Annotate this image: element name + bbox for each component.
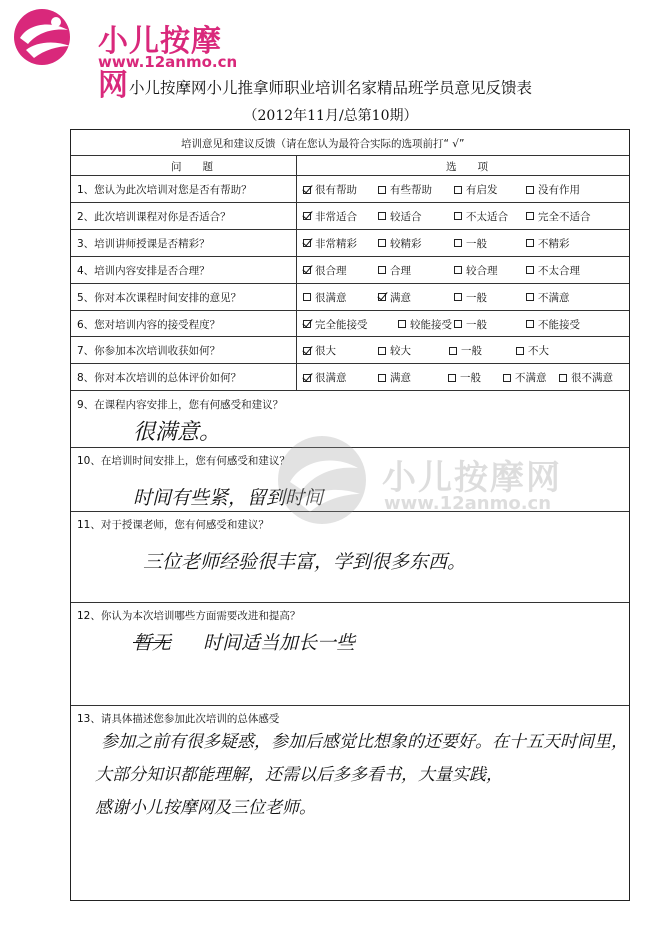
option-label: 没有作用 xyxy=(538,184,580,196)
question-3-option[interactable] xyxy=(378,236,422,251)
option-label: 较能接受 xyxy=(410,318,452,331)
option-label: 很不满意 xyxy=(571,372,613,385)
option-label: 不大 xyxy=(528,345,549,358)
question-2-option[interactable] xyxy=(303,209,357,224)
handwritten-answer: 时间有些紧，留到时间 xyxy=(133,487,324,509)
watermark-emblem-icon xyxy=(272,430,372,530)
checkbox-icon[interactable] xyxy=(526,186,534,194)
logo-emblem-icon xyxy=(6,6,88,68)
question-1-option[interactable] xyxy=(454,182,498,197)
question-13-label: 13、请具体描述您参加此次培训的总体感受 xyxy=(77,713,280,725)
question-8-option[interactable] xyxy=(503,370,547,385)
option-label: 一般 xyxy=(466,237,487,250)
checkbox-icon[interactable] xyxy=(526,239,534,247)
checkbox-icon[interactable] xyxy=(398,320,406,328)
question-1-option[interactable] xyxy=(378,182,432,197)
checkbox-icon[interactable] xyxy=(378,186,386,194)
checkbox-icon[interactable] xyxy=(449,347,457,355)
option-label: 一般 xyxy=(466,318,487,331)
page-subtitle: （2012年11月/总第10期） xyxy=(243,108,418,124)
option-label: 满意 xyxy=(390,372,411,385)
option-label: 很大 xyxy=(315,345,336,358)
option-label: 不太适合 xyxy=(466,210,508,223)
question-1-option[interactable] xyxy=(526,182,580,197)
question-7-option[interactable] xyxy=(378,343,411,358)
question-5-label: 5、你对本次课程时间安排的意见？ xyxy=(77,291,242,304)
option-label: 满意 xyxy=(390,291,411,304)
question-6-option[interactable] xyxy=(526,317,580,332)
column-question-header: 问 题 xyxy=(171,161,213,173)
question-10-label: 10、在培训时间安排上，您有何感受和建议？ xyxy=(77,455,290,467)
checkbox-icon[interactable] xyxy=(516,347,524,355)
checkbox-icon[interactable] xyxy=(454,320,462,328)
checkbox-icon[interactable] xyxy=(526,320,534,328)
option-label: 不满意 xyxy=(538,291,570,304)
option-label: 完全能接受 xyxy=(315,318,368,331)
checked-box-icon[interactable] xyxy=(303,374,311,382)
question-8-label: 8、你对本次培训的总体评价如何？ xyxy=(77,372,242,385)
option-label: 不能接受 xyxy=(538,318,580,331)
question-4-label: 4、培训内容安排是否合理？ xyxy=(77,264,210,277)
checked-box-icon[interactable] xyxy=(303,186,311,194)
option-label: 较精彩 xyxy=(390,237,422,250)
handwritten-answer: 大部分知识都能理解，还需以后多多看书，大量实践， xyxy=(95,765,503,785)
question-3-label: 3、培训讲师授课是否精彩？ xyxy=(77,237,210,250)
question-6-option[interactable] xyxy=(398,317,452,332)
checkbox-icon[interactable] xyxy=(378,212,386,220)
option-label: 有些帮助 xyxy=(390,184,432,196)
checkbox-icon[interactable] xyxy=(454,266,462,274)
form-banner: 培训意见和建议反馈（请在您认为最符合实际的选项前打“ √” xyxy=(181,138,465,150)
question-5-option[interactable] xyxy=(454,290,487,305)
handwritten-answer: 三位老师经验很丰富，学到很多东西。 xyxy=(143,551,467,573)
checkbox-icon[interactable] xyxy=(378,374,386,382)
question-7-option[interactable] xyxy=(449,343,482,358)
question-11-label: 11、对于授课老师，您有何感受和建议？ xyxy=(77,519,269,531)
checkbox-icon[interactable] xyxy=(526,293,534,301)
watermark-name: 小儿按摩网 xyxy=(382,458,562,498)
option-label: 一般 xyxy=(461,345,482,358)
handwritten-answer: 很满意。 xyxy=(133,420,222,445)
option-label: 很合理 xyxy=(315,264,347,277)
question-8-option[interactable] xyxy=(378,370,411,385)
watermark-url: www.12anmo.cn xyxy=(384,493,552,514)
question-3-option[interactable] xyxy=(303,236,357,251)
question-1-label: 1、您认为此次培训对您是否有帮助？ xyxy=(77,184,252,196)
handwritten-answer: 感谢小儿按摩网及三位老师。 xyxy=(95,798,316,818)
checked-box-icon[interactable] xyxy=(303,239,311,247)
option-label: 非常适合 xyxy=(315,210,357,223)
question-3-option[interactable] xyxy=(526,236,570,251)
question-6-option[interactable] xyxy=(454,317,487,332)
option-label: 不满意 xyxy=(515,372,547,385)
question-7-option[interactable] xyxy=(516,343,549,358)
checkbox-icon[interactable] xyxy=(503,374,511,382)
question-4-option[interactable] xyxy=(454,263,498,278)
option-label: 很有帮助 xyxy=(315,184,357,196)
checked-box-icon[interactable] xyxy=(303,347,311,355)
option-label: 合理 xyxy=(390,264,411,277)
checkbox-icon[interactable] xyxy=(454,293,462,301)
question-6-label: 6、您对培训内容的接受程度？ xyxy=(77,318,221,331)
question-4-option[interactable] xyxy=(378,263,411,278)
option-label: 较合理 xyxy=(466,264,498,277)
question-7-option[interactable] xyxy=(303,343,336,358)
option-label: 非常精彩 xyxy=(315,237,357,250)
handwritten-answer: 时间适当加长一些 xyxy=(203,632,356,654)
checkbox-icon[interactable] xyxy=(559,374,567,382)
checkbox-icon[interactable] xyxy=(448,374,456,382)
option-label: 不精彩 xyxy=(538,237,570,250)
question-3-option[interactable] xyxy=(454,236,487,251)
option-label: 很满意 xyxy=(315,372,347,385)
checkbox-icon[interactable] xyxy=(454,239,462,247)
site-logo xyxy=(6,6,246,103)
checkbox-icon[interactable] xyxy=(454,186,462,194)
logo-name: 小儿按摩网 xyxy=(98,24,222,103)
question-5-option[interactable] xyxy=(378,290,411,305)
checkbox-icon[interactable] xyxy=(378,239,386,247)
option-label: 一般 xyxy=(466,291,487,304)
question-2-option[interactable] xyxy=(378,209,422,224)
column-options-header: 选 项 xyxy=(446,161,488,173)
option-label: 很满意 xyxy=(315,291,347,304)
checkbox-icon[interactable] xyxy=(303,293,311,301)
checked-box-icon[interactable] xyxy=(303,212,311,220)
option-label: 不太合理 xyxy=(538,264,580,277)
question-6-option[interactable] xyxy=(303,317,368,332)
question-7-label: 7、你参加本次培训收获如何？ xyxy=(77,345,221,358)
question-4-option[interactable] xyxy=(303,263,347,278)
question-8-option[interactable] xyxy=(448,370,481,385)
option-label: 较适合 xyxy=(390,210,422,223)
question-12-label: 12、你认为本次培训哪些方面需要改进和提高？ xyxy=(77,610,301,622)
checkbox-icon[interactable] xyxy=(378,266,386,274)
checkbox-icon[interactable] xyxy=(526,212,534,220)
checked-box-icon[interactable] xyxy=(303,320,311,328)
checkbox-icon[interactable] xyxy=(526,266,534,274)
question-2-label: 2、此次培训课程对你是否适合？ xyxy=(77,210,231,223)
option-label: 有启发 xyxy=(466,184,498,196)
question-2-option[interactable] xyxy=(454,209,508,224)
checkbox-icon[interactable] xyxy=(378,347,386,355)
page-title: 小儿按摩网小儿推拿师职业培训名家精品班学员意见反馈表 xyxy=(128,79,532,97)
checked-box-icon[interactable] xyxy=(303,266,311,274)
option-label: 完全不适合 xyxy=(538,210,591,223)
question-4-option[interactable] xyxy=(526,263,580,278)
struck-answer: 暂无 xyxy=(133,632,172,654)
handwritten-answer: 参加之前有很多疑惑，参加后感觉比想象的还要好。在十五天时间里， xyxy=(101,732,628,752)
option-label: 一般 xyxy=(460,372,481,385)
question-5-option[interactable] xyxy=(303,290,347,305)
question-1-option[interactable] xyxy=(303,182,357,197)
watermark xyxy=(272,430,632,530)
question-2-option[interactable] xyxy=(526,209,591,224)
checkbox-icon[interactable] xyxy=(454,212,462,220)
option-label: 较大 xyxy=(390,345,411,358)
question-5-option[interactable] xyxy=(526,290,570,305)
logo-url: www.12anmo.cn xyxy=(98,53,238,71)
checked-box-icon[interactable] xyxy=(378,293,386,301)
question-9-label: 9、在课程内容安排上，您有何感受和建议？ xyxy=(77,399,284,411)
question-8-option[interactable] xyxy=(559,370,613,385)
question-8-option[interactable] xyxy=(303,370,347,385)
